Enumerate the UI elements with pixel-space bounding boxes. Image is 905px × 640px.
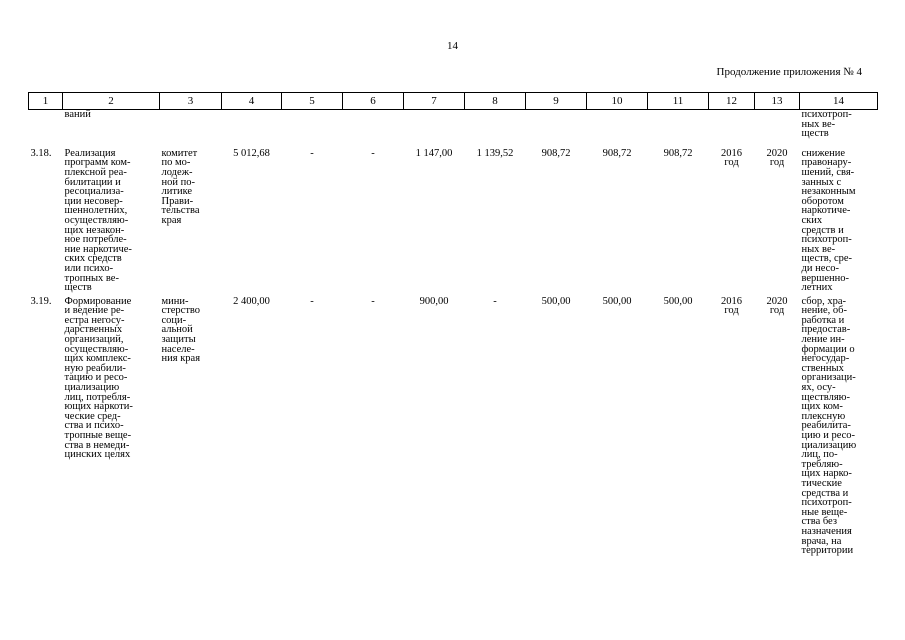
header-row (29, 93, 878, 110)
cell-result: снижение правонару- шений, свя- занных с незаконным оборотом наркотиче- ских средств и психотроп- ных ве- ществ, сре- ди несо- вершенно- летних (801, 147, 856, 294)
col-header-9: 9 (526, 93, 587, 110)
col-header-1: 1 (29, 93, 63, 110)
cell-name: Реализация программ ком- плексной реа- билитации и ресоциализа- ции несовер- шеннолетних, осуществляю- щих незакон- ное потребле- ние наркотиче- ских средств или психо- тропных ве- ществ (64, 147, 132, 294)
cell-name: ваний (64, 109, 91, 120)
cell-result: сбор, хра- нение, об- работка и предостав- ление ин- формации о негосудар- ственных организаци- ях, осу- ществляю- щих ком- плексную реабилита- цию и ресо- циализацию лиц, по- требляю- щих нарко- тические средства и психотроп- ные веще- ства без назначения врача, на территории (801, 295, 857, 557)
cell-col10: 500,00 (602, 295, 632, 307)
cell-executor: мини- стерство соци- альной защиты населе- ния края (161, 295, 201, 365)
cell-result: психотроп- ных ве- ществ (801, 109, 852, 140)
col-header-13: 13 (755, 93, 800, 110)
col-header-5: 5 (282, 93, 343, 110)
continuation-row (29, 110, 878, 139)
cell-col9: 908,72 (541, 147, 571, 159)
cell-col8: - (493, 295, 497, 307)
cell-col7: 1 147,00 (415, 147, 453, 159)
col-header-3: 3 (160, 93, 222, 110)
cell-total: 5 012,68 (233, 147, 270, 159)
cell-number: 3.19. (30, 295, 52, 307)
program-table (28, 92, 878, 556)
cell-col11: 500,00 (663, 295, 693, 307)
table-row (29, 293, 878, 556)
cell-col10: 908,72 (602, 147, 632, 159)
continuation-label: Продолжение приложения № 4 (716, 66, 862, 78)
cell-end-year: 2020 год (766, 295, 788, 317)
col-header-6: 6 (343, 93, 404, 110)
cell-name: Формирование и ведение ре- естра негосу- дарственных организаций, осуществляю- щих комплекс- ную реабили- тацию и ресо- циализацию лиц, потребля- ющих наркоти- ческие сред- ства и психо- тропные веще- ства в немеди- цинских целях (64, 295, 133, 461)
page-number: 14 (447, 40, 458, 52)
cell-total: 2 400,00 (233, 295, 270, 307)
cell-start-year: 2016 год (721, 295, 742, 317)
cell-executor: комитет по мо- лодеж- ной по- литике Прави- тельства края (161, 147, 200, 226)
col-header-11: 11 (648, 93, 709, 110)
col-header-10: 10 (587, 93, 648, 110)
cell-col6: - (371, 295, 375, 307)
cell-col8: 1 139,52 (476, 147, 514, 159)
col-header-7: 7 (404, 93, 465, 110)
table-row (29, 139, 878, 293)
cell-col9: 500,00 (541, 295, 571, 307)
cell-col5: - (310, 295, 314, 307)
cell-col5: - (310, 147, 314, 159)
cell-col6: - (371, 147, 375, 159)
cell-start-year: 2016 год (721, 147, 742, 169)
cell-col11: 908,72 (663, 147, 693, 159)
col-header-8: 8 (465, 93, 526, 110)
col-header-14: 14 (800, 93, 878, 110)
cell-col7: 900,00 (419, 295, 449, 307)
col-header-4: 4 (222, 93, 282, 110)
cell-end-year: 2020 год (766, 147, 788, 169)
cell-number: 3.18. (30, 147, 52, 159)
col-header-2: 2 (63, 93, 160, 110)
col-header-12: 12 (709, 93, 755, 110)
